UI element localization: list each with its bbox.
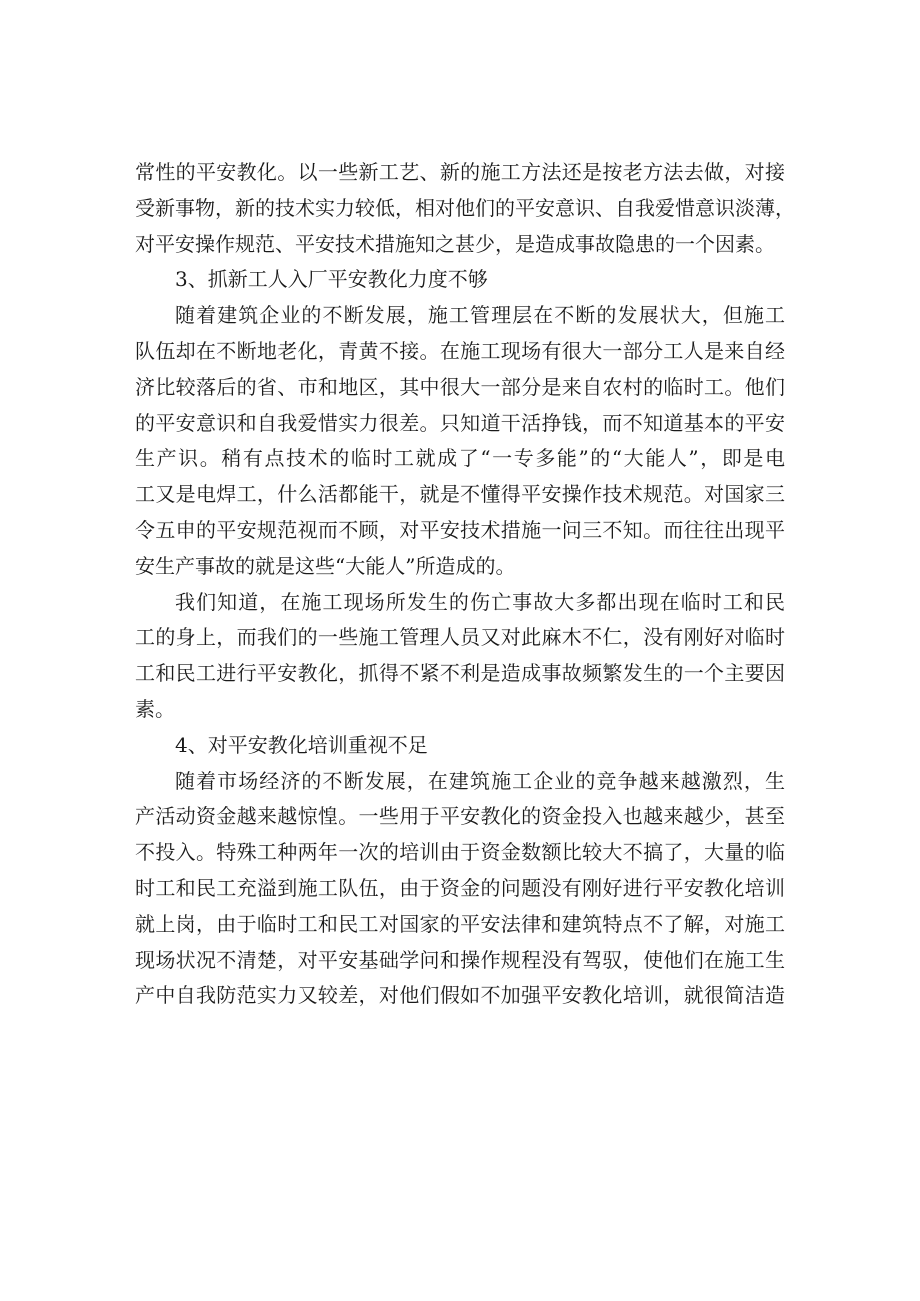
text-line: 的平安意识和自我爱惜实力很差。只知道干活挣钱，而不知道基本的平安	[135, 410, 785, 435]
paragraph-continuation	[135, 155, 795, 262]
text-line: 就上岗，由于临时工和民工对国家的平安法律和建筑特点不了解，对施工	[135, 911, 785, 936]
heading-text: 3、抓新工人入厂平安教化力度不够	[175, 267, 488, 292]
paragraph-training	[135, 764, 785, 1015]
text-line: 不投入。特殊工种两年一次的培训由于资金数额比较大不搞了，大量的临	[135, 840, 785, 865]
text-line: 我们知道，在施工现场所发生的伤亡事故大多都出现在临时工和民	[175, 589, 785, 614]
text-line: 随着市场经济的不断发展，在建筑施工企业的竞争越来越激烈，生	[175, 768, 785, 793]
text-line: 济比较落后的省、市和地区，其中很大一部分是来自农村的临时工。他们	[135, 374, 785, 399]
text-line: 时工和民工充溢到施工队伍，由于资金的问题没有刚好进行平安教化培训	[135, 875, 785, 900]
text-line: 素。	[135, 696, 175, 721]
text-line: 生产识。稍有点技术的临时工就成了“一专多能”的“大能人”，即是电	[135, 446, 785, 471]
text-line: 队伍却在不断地老化，青黄不接。在施工现场有很大一部分工人是来自经	[135, 338, 785, 363]
text-line: 受新事物，新的技术实力较低，相对他们的平安意识、自我爱惜意识淡薄，	[135, 195, 795, 220]
text-line: 工又是电焊工，什么活都能干，就是不懂得平安操作技术规范。对国家三	[135, 482, 785, 507]
text-line: 令五申的平安规范视而不顾，对平安技术措施一问三不知。而往往出现平	[135, 517, 785, 542]
text-line: 安生产事故的就是这些“大能人”所造成的。	[135, 553, 516, 578]
paragraph-new-workers	[135, 298, 785, 584]
text-line: 工和民工进行平安教化，抓得不紧不利是造成事故频繁发生的一个主要因	[135, 661, 785, 686]
text-line: 产中自我防范实力又较差，对他们假如不加强平安教化培训，就很简洁造	[135, 983, 785, 1008]
paragraph-casualties	[135, 585, 785, 728]
text-line: 对平安操作规范、平安技术措施知之甚少，是造成事故隐患的一个因素。	[135, 231, 775, 256]
section-heading-4	[135, 728, 785, 764]
section-heading-3	[135, 262, 785, 298]
text-line: 现场状况不清楚，对平安基础学问和操作规程没有驾驭，使他们在施工生	[135, 947, 785, 972]
heading-text: 4、对平安教化培训重视不足	[175, 732, 428, 757]
text-line: 随着建筑企业的不断发展，施工管理层在不断的发展状大，但施工	[175, 303, 785, 328]
text-line: 产活动资金越来越惊惶。一些用于平安教化的资金投入也越来越少，甚至	[135, 804, 785, 829]
text-line: 常性的平安教化。以一些新工艺、新的施工方法还是按老方法去做，对接	[135, 160, 785, 184]
text-line: 工的身上，而我们的一些施工管理人员又对此麻木不仁，没有刚好对临时	[135, 625, 785, 650]
document-page	[135, 155, 795, 1014]
